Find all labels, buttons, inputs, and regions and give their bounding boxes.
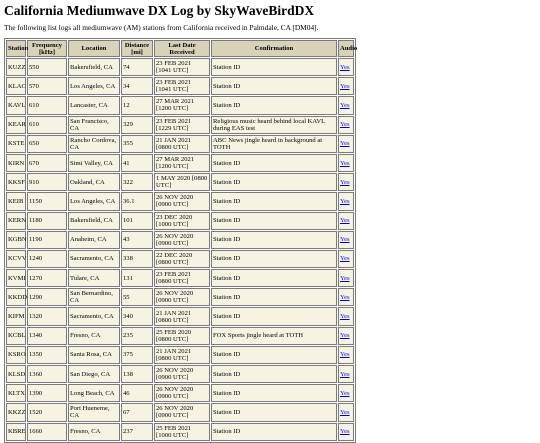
cell-station: KAVL xyxy=(6,96,26,114)
audio-link[interactable]: Yes xyxy=(340,159,350,167)
audio-link[interactable]: Yes xyxy=(340,197,350,205)
audio-link[interactable]: Yes xyxy=(340,351,350,359)
cell-last-date: 21 JAN 2021 [0800 UTC] xyxy=(154,346,210,364)
cell-last-date: 26 NOV 2020 [0900 UTC] xyxy=(154,288,210,306)
cell-location: Port Hueneme, CA xyxy=(68,403,120,421)
cell-audio xyxy=(338,327,354,345)
cell-distance: 34 xyxy=(121,77,153,95)
cell-distance: 338 xyxy=(121,250,153,268)
cell-audio xyxy=(338,384,354,402)
cell-frequency: 1190 xyxy=(27,231,67,249)
cell-audio xyxy=(338,288,354,306)
cell-location: Oakland, CA xyxy=(68,173,120,191)
cell-audio xyxy=(338,250,354,268)
cell-confirmation: FOX Sports jingle heard at TOTH xyxy=(211,327,337,345)
audio-link[interactable]: Yes xyxy=(340,332,350,340)
table-row xyxy=(6,403,354,421)
cell-audio xyxy=(338,116,354,134)
cell-location: Tulare, CA xyxy=(68,269,120,287)
audio-link[interactable]: Yes xyxy=(340,293,350,301)
cell-frequency: 550 xyxy=(27,58,67,76)
cell-audio xyxy=(338,154,354,172)
table-row xyxy=(6,231,354,249)
cell-audio xyxy=(338,173,354,191)
cell-location: Bakersfield, CA xyxy=(68,212,120,230)
cell-audio xyxy=(338,365,354,383)
cell-frequency: 1240 xyxy=(27,250,67,268)
cell-confirmation: Station ID xyxy=(211,365,337,383)
table-row xyxy=(6,116,354,134)
cell-frequency: 1320 xyxy=(27,307,67,325)
cell-frequency: 1180 xyxy=(27,212,67,230)
cell-station: KEAR xyxy=(6,116,26,134)
cell-frequency: 1660 xyxy=(27,423,67,441)
cell-distance: 375 xyxy=(121,346,153,364)
cell-confirmation: ABC News jingle heard in background at TOTH xyxy=(211,135,337,153)
table-row xyxy=(6,327,354,345)
table-row xyxy=(6,250,354,268)
cell-last-date: 26 NOV 2020 [0900 UTC] xyxy=(154,231,210,249)
audio-link[interactable]: Yes xyxy=(340,255,350,263)
cell-audio xyxy=(338,346,354,364)
cell-station: KSRO xyxy=(6,346,26,364)
cell-location: San Francisco, CA xyxy=(68,116,120,134)
cell-location: Bakersfield, CA xyxy=(68,58,120,76)
cell-station: KERN xyxy=(6,212,26,230)
table-row xyxy=(6,269,354,287)
cell-location: Los Angeles, CA xyxy=(68,77,120,95)
cell-distance: 67 xyxy=(121,403,153,421)
cell-station: KGBN xyxy=(6,231,26,249)
cell-confirmation: Station ID xyxy=(211,423,337,441)
cell-audio xyxy=(338,96,354,114)
cell-last-date: 22 DEC 2020 [0800 UTC] xyxy=(154,250,210,268)
cell-location: Long Beach, CA xyxy=(68,384,120,402)
cell-confirmation: Station ID xyxy=(211,192,337,210)
cell-station: KKDD xyxy=(6,288,26,306)
cell-location: Anaheim, CA xyxy=(68,231,120,249)
cell-station: KCVV xyxy=(6,250,26,268)
cell-location: Simi Valley, CA xyxy=(68,154,120,172)
cell-last-date: 21 JAN 2021 [0800 UTC] xyxy=(154,307,210,325)
cell-last-date: 23 FEB 2021 [0800 UTC] xyxy=(154,269,210,287)
cell-confirmation: Station ID xyxy=(211,231,337,249)
cell-last-date: 27 MAR 2021 [1200 UTC] xyxy=(154,154,210,172)
cell-frequency: 1340 xyxy=(27,327,67,345)
audio-link[interactable]: Yes xyxy=(340,313,350,321)
cell-last-date: 25 FEB 2020 [0800 UTC] xyxy=(154,327,210,345)
cell-confirmation: Station ID xyxy=(211,154,337,172)
cell-confirmation: Station ID xyxy=(211,403,337,421)
cell-last-date: 26 NOV 2020 [0900 UTC] xyxy=(154,403,210,421)
cell-confirmation: Religious music heard behind local KAVL during EAS test xyxy=(211,116,337,134)
cell-audio xyxy=(338,212,354,230)
audio-link[interactable]: Yes xyxy=(340,236,350,244)
column-header-frequency: Frequency [kHz] xyxy=(27,40,67,57)
audio-link[interactable]: Yes xyxy=(340,428,350,436)
cell-frequency: 610 xyxy=(27,96,67,114)
cell-distance: 41 xyxy=(121,154,153,172)
cell-confirmation: Station ID xyxy=(211,96,337,114)
cell-location: San Bernardino, CA xyxy=(68,288,120,306)
cell-location: Fresno, CA xyxy=(68,327,120,345)
cell-last-date: 26 NOV 2020 [0900 UTC] xyxy=(154,384,210,402)
cell-confirmation: Station ID xyxy=(211,212,337,230)
cell-confirmation: Station ID xyxy=(211,269,337,287)
cell-frequency: 1290 xyxy=(27,288,67,306)
cell-audio xyxy=(338,231,354,249)
cell-audio xyxy=(338,58,354,76)
cell-location: Sacramento, CA xyxy=(68,250,120,268)
cell-location: Los Angeles, CA xyxy=(68,192,120,210)
column-header-confirmation: Confirmation xyxy=(211,40,337,57)
cell-audio xyxy=(338,269,354,287)
audio-link[interactable]: Yes xyxy=(340,274,350,282)
cell-confirmation: Station ID xyxy=(211,250,337,268)
cell-distance: 12 xyxy=(121,96,153,114)
cell-location: Sacramento, CA xyxy=(68,307,120,325)
audio-link[interactable]: Yes xyxy=(340,101,350,109)
audio-link[interactable]: Yes xyxy=(340,63,350,71)
table-row xyxy=(6,154,354,172)
column-header-station: Station xyxy=(6,40,26,57)
cell-station: KLAC xyxy=(6,77,26,95)
cell-confirmation: Station ID xyxy=(211,173,337,191)
cell-frequency: 1360 xyxy=(27,365,67,383)
cell-distance: 329 xyxy=(121,116,153,134)
cell-distance: 55 xyxy=(121,288,153,306)
cell-frequency: 570 xyxy=(27,77,67,95)
cell-location: Rancho Cordova, CA xyxy=(68,135,120,153)
cell-frequency: 670 xyxy=(27,154,67,172)
column-header-last-date: Last Date Received xyxy=(154,40,210,57)
cell-audio xyxy=(338,307,354,325)
cell-frequency: 1350 xyxy=(27,346,67,364)
cell-last-date: 1 MAY 2020 [0800 UTC] xyxy=(154,173,210,191)
table-row xyxy=(6,58,354,76)
audio-link[interactable]: Yes xyxy=(340,217,350,225)
cell-confirmation: Station ID xyxy=(211,288,337,306)
cell-distance: 43 xyxy=(121,231,153,249)
cell-station: KLTX xyxy=(6,384,26,402)
cell-station: KEIB xyxy=(6,192,26,210)
cell-distance: 355 xyxy=(121,135,153,153)
cell-frequency: 1150 xyxy=(27,192,67,210)
cell-audio xyxy=(338,403,354,421)
cell-station: KSTE xyxy=(6,135,26,153)
table-row xyxy=(6,365,354,383)
cell-frequency: 610 xyxy=(27,116,67,134)
cell-location: San Diego, CA xyxy=(68,365,120,383)
cell-last-date: 23 FEB 2021 [1041 UTC] xyxy=(154,77,210,95)
cell-station: KBRE xyxy=(6,423,26,441)
table-row xyxy=(6,77,354,95)
audio-link[interactable]: Yes xyxy=(340,121,350,129)
table-body xyxy=(6,58,354,441)
cell-station: KLSD xyxy=(6,365,26,383)
table-row xyxy=(6,192,354,210)
cell-distance: 237 xyxy=(121,423,153,441)
cell-distance: 46 xyxy=(121,384,153,402)
cell-confirmation: Station ID xyxy=(211,307,337,325)
audio-link[interactable]: Yes xyxy=(340,370,350,378)
cell-station: KIFM xyxy=(6,307,26,325)
cell-station: KIRN xyxy=(6,154,26,172)
cell-station: KCBL xyxy=(6,327,26,345)
table-row xyxy=(6,96,354,114)
audio-link[interactable]: Yes xyxy=(340,389,350,397)
cell-location: Fresno, CA xyxy=(68,423,120,441)
cell-station: KKZZ xyxy=(6,403,26,421)
cell-distance: 131 xyxy=(121,269,153,287)
cell-distance: 322 xyxy=(121,173,153,191)
table-row xyxy=(6,288,354,306)
cell-frequency: 910 xyxy=(27,173,67,191)
column-header-audio: Audio xyxy=(338,40,354,57)
cell-audio xyxy=(338,192,354,210)
audio-link[interactable]: Yes xyxy=(340,82,350,90)
intro-text: The following list logs all mediumwave (AM) stations from California received in Palmdale, CA [DM04]. xyxy=(4,23,319,32)
cell-last-date: 21 JAN 2021 [0800 UTC] xyxy=(154,135,210,153)
table-row xyxy=(6,423,354,441)
table-row xyxy=(6,307,354,325)
cell-frequency: 1390 xyxy=(27,384,67,402)
table-header-row xyxy=(6,40,354,57)
dx-log-table xyxy=(4,38,356,443)
cell-last-date: 27 MAR 2021 [1200 UTC] xyxy=(154,96,210,114)
cell-distance: 36.1 xyxy=(121,192,153,210)
cell-audio xyxy=(338,135,354,153)
cell-confirmation: Station ID xyxy=(211,77,337,95)
cell-distance: 340 xyxy=(121,307,153,325)
cell-frequency: 1270 xyxy=(27,269,67,287)
audio-link[interactable]: Yes xyxy=(340,408,350,416)
cell-station: KUZZ xyxy=(6,58,26,76)
cell-frequency: 1520 xyxy=(27,403,67,421)
cell-audio xyxy=(338,77,354,95)
table-row xyxy=(6,135,354,153)
table-row xyxy=(6,384,354,402)
column-header-distance: Distance [mi] xyxy=(121,40,153,57)
cell-distance: 74 xyxy=(121,58,153,76)
audio-link[interactable]: Yes xyxy=(340,140,350,148)
cell-last-date: 23 FEB 2021 [1229 UTC] xyxy=(154,116,210,134)
cell-last-date: 23 DEC 2020 [1000 UTC] xyxy=(154,212,210,230)
page-title: California Mediumwave DX Log by SkyWaveBirdDX xyxy=(4,3,315,18)
cell-confirmation: Station ID xyxy=(211,384,337,402)
cell-station: KKSF xyxy=(6,173,26,191)
cell-station: KVMI xyxy=(6,269,26,287)
table-row xyxy=(6,212,354,230)
cell-last-date: 26 NOV 2020 [0900 UTC] xyxy=(154,365,210,383)
cell-audio xyxy=(338,423,354,441)
cell-distance: 138 xyxy=(121,365,153,383)
audio-link[interactable]: Yes xyxy=(340,178,350,186)
cell-distance: 235 xyxy=(121,327,153,345)
cell-last-date: 26 NOV 2020 [0900 UTC] xyxy=(154,192,210,210)
column-header-location: Location xyxy=(68,40,120,57)
cell-last-date: 25 FEB 2021 [1000 UTC] xyxy=(154,423,210,441)
cell-last-date: 23 FEB 2021 [1041 UTC] xyxy=(154,58,210,76)
cell-distance: 101 xyxy=(121,212,153,230)
cell-confirmation: Station ID xyxy=(211,58,337,76)
cell-location: Santa Rosa, CA xyxy=(68,346,120,364)
cell-frequency: 650 xyxy=(27,135,67,153)
table-row xyxy=(6,173,354,191)
cell-location: Lancaster, CA xyxy=(68,96,120,114)
table-row xyxy=(6,346,354,364)
cell-confirmation: Station ID xyxy=(211,346,337,364)
